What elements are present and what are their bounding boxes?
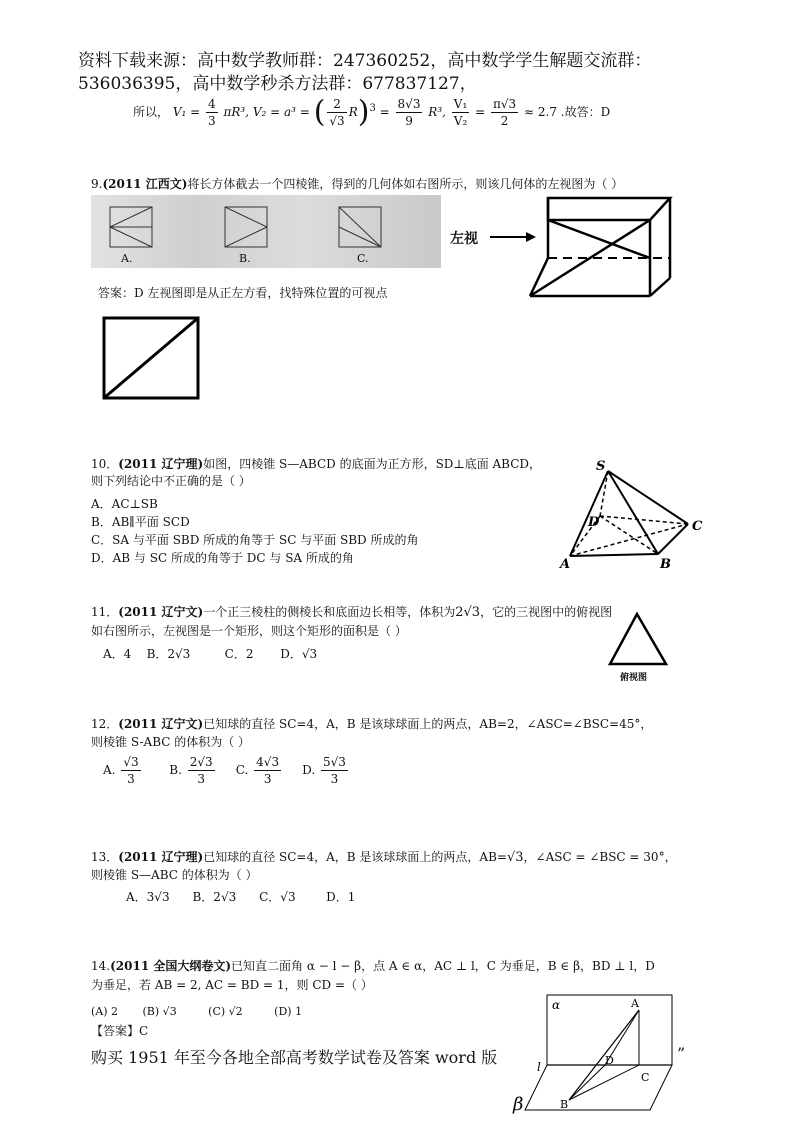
formula-prefix: 所以，: [133, 105, 170, 119]
formula-v1-lhs: V₁ =: [172, 105, 201, 119]
q12-source: (2011 辽宁文): [118, 717, 204, 731]
q14-label-a: A: [631, 997, 639, 1010]
q13-option-b: B．2√3: [192, 890, 237, 904]
q10-stem: [91, 455, 541, 473]
q10-source: (2011 辽宁理): [118, 457, 204, 471]
frac-den: 3: [208, 114, 216, 128]
header-line-2: 536036395，高中数学秒杀方法群：677837127，: [78, 74, 477, 94]
q9-arrow-head: [526, 232, 536, 242]
fraction-4-3: [206, 96, 218, 129]
q14-options: [91, 1003, 302, 1020]
q14-stem: [91, 957, 655, 975]
q11-option-a: A．4: [103, 647, 132, 661]
q14-dihedral-figure: [505, 992, 685, 1117]
q14-label-c: C: [641, 1071, 650, 1084]
q14-number: 14.: [91, 959, 111, 973]
q14-label-alpha: α: [552, 998, 561, 1012]
formula-line: [133, 96, 610, 129]
q9-option-a-line1: [110, 207, 152, 227]
q9-number: 9.: [91, 177, 103, 191]
q12-stem: [91, 715, 652, 733]
q11-option-c: C．2: [224, 647, 254, 661]
fraction-2-sqrt3: [327, 96, 346, 129]
frac-den: V₂: [453, 114, 468, 128]
q9-option-a-line2: [110, 227, 152, 247]
frac-num: 4√3: [256, 755, 280, 769]
q10-dc-edge: [600, 516, 688, 524]
q10-sa-edge: [570, 471, 608, 556]
q11-number: 11．: [91, 605, 119, 619]
q13-option-a: A．3√3: [126, 890, 170, 904]
q12-option-a-label: A.: [103, 763, 116, 777]
q9-answer-diagonal: [104, 318, 198, 398]
frac-num: √3: [123, 755, 139, 769]
q12-option-c-frac: [254, 754, 281, 787]
q9-option-b-line2: [225, 227, 267, 247]
q14-source: (2011 全国大纲卷文): [110, 959, 232, 973]
fraction-pisqrt3-2: [491, 96, 518, 129]
frac-den: 3: [197, 772, 206, 786]
q11-option-d: D．√3: [280, 647, 318, 661]
q9-option-c-line2: [339, 227, 381, 247]
q9-left-view-label: 左视: [450, 231, 478, 247]
q9-options-strip: [91, 195, 441, 268]
q13-source: (2011 辽宁理): [118, 850, 204, 864]
q14-label-d: D: [605, 1054, 614, 1067]
frac-num: 2: [327, 96, 346, 113]
q9-option-b-line1: [225, 207, 267, 227]
q12-number: 12．: [91, 717, 119, 731]
q10-option-d: D．AB 与 SC 所成的角等于 DC 与 SA 所成的角: [91, 551, 354, 565]
q13-stem: [91, 848, 677, 867]
q13-option-c: C．√3: [259, 890, 296, 904]
q14-bd-segment: [569, 1065, 605, 1100]
q12-option-d-label: D.: [302, 763, 316, 777]
q11-triangle: [610, 614, 666, 664]
q13-text-b: ，∠ASC = ∠BSC = 30°，: [523, 850, 677, 864]
frac-den: 3: [330, 772, 339, 786]
q10-db-diag: [600, 516, 658, 554]
q9-option-b-square: [225, 207, 267, 247]
frac-den: 9: [405, 114, 413, 128]
q14-option-d: (D) 1: [274, 1005, 303, 1018]
formula-eq3: =: [475, 105, 486, 119]
frac-den: 2: [500, 114, 509, 128]
q12-option-c-label: C.: [235, 763, 249, 777]
q14-text: 已知直二面角 α − l − β，点 A ∈ α，AC ⊥ l，C 为垂足，B ∈ β，BD ⊥ l，D: [231, 959, 655, 973]
q10-pyramid-figure: [558, 456, 718, 574]
q9-option-c-label: C.: [357, 252, 369, 265]
formula-tail: ≈ 2.7 .故答：D: [524, 105, 611, 119]
q13-text-a: 已知球的直径 SC=4，A，B 是该球球面上的两点，AB=: [203, 850, 507, 864]
q10-label-d: D: [588, 515, 600, 530]
q10-stem-2: 则下列结论中不正确的是（ ）: [91, 474, 251, 488]
q10-label-s: S: [596, 459, 606, 474]
frac-den: 3: [263, 772, 272, 786]
q10-number: 10．: [91, 457, 119, 471]
q11-top-view-label: 俯视图: [620, 673, 648, 683]
q12-stem-2: 则棱锥 S-ABC 的体积为（ ）: [91, 735, 251, 749]
q10-label-a: A: [560, 557, 571, 572]
q10-sc-edge: [608, 471, 688, 524]
q11-stem: [91, 603, 612, 622]
q11-source: (2011 辽宁文): [118, 605, 204, 619]
q14-label-beta: β: [513, 1094, 524, 1115]
q12-text: 已知球的直径 SC=4，A，B 是该球球面上的两点，AB=2，∠ASC=∠BSC=45°，: [203, 717, 653, 731]
q12-option-a-frac: [121, 754, 140, 787]
q13-number: 13．: [91, 850, 119, 864]
q12-option-b-frac: [188, 754, 215, 787]
q13-ab-value: √3: [506, 850, 524, 865]
q9-option-a-label: A.: [121, 252, 133, 265]
q14-answer: 【答案】C: [91, 1024, 149, 1038]
q9-option-c-line1: [339, 207, 381, 247]
fraction-v1-v2: [452, 96, 469, 129]
q12-option-b-label: B.: [169, 763, 182, 777]
q14-option-c: (C) √2: [208, 1005, 243, 1018]
q13-option-d: D．1: [326, 890, 356, 904]
left-paren: (: [313, 94, 326, 130]
q10-option-c: C．SA 与平面 SBD 所成的角等于 SC 与平面 SBD 所成的角: [91, 533, 419, 547]
formula-v1-rest: πR³, V₂ = a³ =: [223, 105, 310, 119]
footer-tail: ”: [677, 1044, 686, 1063]
q14-bc-segment: [569, 1065, 639, 1100]
q9-top-face: [548, 198, 670, 220]
frac-num: 4: [208, 97, 216, 111]
right-paren: ): [357, 94, 370, 130]
q9-option-b-label: B.: [239, 252, 251, 265]
q9-option-figures: [91, 195, 441, 268]
frac-den: √3: [329, 114, 345, 128]
q13-stem-2: 则棱锥 S—ABC 的体积为（ ）: [91, 868, 258, 882]
q11-text-a: 一个正三棱柱的侧棱长和底面边长相等，体积为: [203, 605, 456, 619]
frac-num: 2√3: [189, 755, 213, 769]
frac-num: 8√3: [397, 97, 421, 111]
q9-answer-figure: [102, 316, 202, 402]
q10-ab-edge: [570, 554, 658, 556]
frac-num: π√3: [493, 97, 517, 111]
frac-num: V₁: [453, 97, 468, 111]
frac-num: 5√3: [323, 755, 346, 769]
cube-exponent: 3: [369, 103, 376, 114]
q11-options: [103, 646, 317, 663]
q14-label-l: l: [537, 1060, 541, 1074]
q9-bottom-right-edge: [650, 278, 670, 296]
q11-option-b: B．2√3: [146, 647, 191, 661]
q10-option-b: B．AB∥平面 SCD: [91, 515, 190, 529]
q10-label-c: C: [692, 519, 703, 534]
q11-text-b: ，它的三视图中的俯视图: [480, 605, 613, 619]
q12-option-d-frac: [321, 754, 348, 787]
q12-options: [103, 754, 350, 787]
q9-solid-figure: [440, 190, 690, 305]
formula-r: R: [348, 105, 358, 119]
q14-label-b: B: [560, 1098, 569, 1111]
fraction-8sqrt3-9: [396, 96, 423, 129]
q10-sb-edge: [608, 471, 658, 554]
q14-stem-2: 为垂足，若 AB = 2, AC = BD = 1，则 CD =（ ）: [91, 978, 373, 992]
q14-option-a: (A) 2: [91, 1005, 119, 1018]
q9-source: (2011 江西文): [102, 177, 188, 191]
q11-top-view-figure: [604, 610, 674, 670]
footer-text: 购买 1951 年至今各地全部高考数学试卷及答案 word 版: [91, 1048, 498, 1067]
q9-text: 将长方体截去一个四棱锥，得到的几何体如右图所示，则该几何体的左视图为（ ）: [187, 177, 624, 191]
q10-label-b: B: [660, 557, 671, 572]
q9-answer: 答案：D 左视图即是从正左方看，找特殊位置的可视点: [98, 286, 388, 300]
header-line-1: 资料下载来源：高中数学教师群：247360252，高中数学学生解题交流群：: [78, 51, 652, 71]
q14-ab-segment: [569, 1010, 639, 1100]
q14-option-b: (B) √3: [142, 1005, 177, 1018]
q13-options: [126, 889, 355, 906]
q10-option-a: A．AC⊥SB: [91, 497, 158, 511]
q11-stem-2: 如右图所示，左视图是一个矩形，则这个矩形的面积是（ ）: [91, 624, 407, 638]
q11-volume: 2√3: [455, 605, 481, 620]
frac-den: 3: [127, 772, 135, 786]
formula-eq2: =: [379, 105, 390, 119]
q10-text: 如图，四棱锥 S—ABCD 的底面为正方形，SD⊥底面 ABCD，: [203, 457, 542, 471]
formula-mid: R³,: [428, 105, 446, 119]
